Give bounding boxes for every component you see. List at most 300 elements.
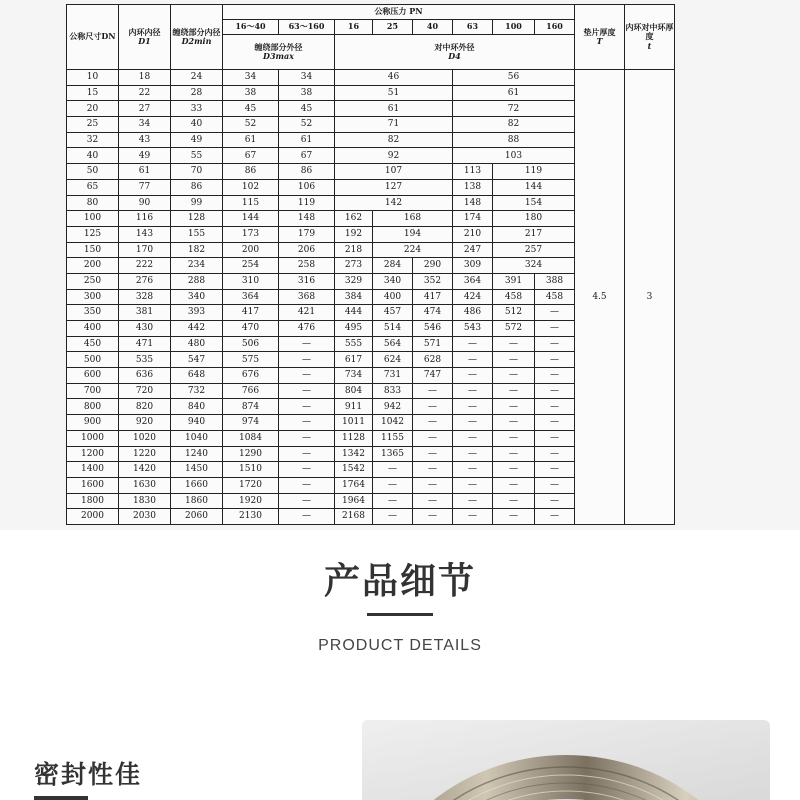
table-cell: 192 (335, 226, 373, 242)
table-cell: 384 (335, 289, 373, 305)
table-cell: 624 (373, 352, 413, 368)
table-cell: 71 (335, 117, 453, 133)
table-cell: 52 (223, 117, 279, 133)
table-cell: 65 (67, 179, 119, 195)
table-cell: 67 (223, 148, 279, 164)
table-cell: — (535, 383, 575, 399)
table-cell: 148 (279, 211, 335, 227)
table-cell: 575 (223, 352, 279, 368)
table-cell: 180 (493, 211, 575, 227)
table-cell: — (535, 493, 575, 509)
table-cell: 1011 (335, 415, 373, 431)
table-row (67, 70, 675, 86)
table-cell: 88 (453, 132, 575, 148)
table-cell: 115 (223, 195, 279, 211)
table-cell: 15 (67, 85, 119, 101)
section-subtitle: PRODUCT DETAILS (318, 637, 482, 654)
table-cell: 20 (67, 101, 119, 117)
table-cell: 116 (119, 211, 171, 227)
table-cell: 1860 (171, 493, 223, 509)
table-cell: 28 (171, 85, 223, 101)
gasket-photo (362, 720, 770, 800)
table-cell: 125 (67, 226, 119, 242)
table-cell: 107 (335, 164, 453, 180)
table-cell: 874 (223, 399, 279, 415)
table-cell: 833 (373, 383, 413, 399)
table-cell: 471 (119, 336, 171, 352)
table-cell: — (279, 352, 335, 368)
table-cell: 457 (373, 305, 413, 321)
feature-underline (34, 796, 88, 800)
thickness-t-cell: 3 (625, 70, 675, 525)
section-title: 产品细节 (323, 561, 476, 602)
table-cell: — (453, 399, 493, 415)
table-cell: — (493, 352, 535, 368)
table-cell: 2060 (171, 509, 223, 525)
table-cell: — (413, 430, 453, 446)
header-thickness-T: 垫片厚度 T (575, 5, 625, 70)
table-cell: — (279, 430, 335, 446)
table-cell: 100 (67, 211, 119, 227)
table-cell: — (493, 509, 535, 525)
table-cell: 1290 (223, 446, 279, 462)
table-cell: 1400 (67, 462, 119, 478)
table-cell: 40 (67, 148, 119, 164)
table-cell: 450 (67, 336, 119, 352)
table-cell: — (413, 477, 453, 493)
table-cell: 381 (119, 305, 171, 321)
table-cell: 300 (67, 289, 119, 305)
table-cell: 1720 (223, 477, 279, 493)
table-cell: 564 (373, 336, 413, 352)
table-cell: 393 (171, 305, 223, 321)
thickness-T-cell: 4.5 (575, 70, 625, 525)
table-cell: 155 (171, 226, 223, 242)
table-cell: 340 (373, 273, 413, 289)
table-cell: 224 (373, 242, 453, 258)
table-cell: — (493, 446, 535, 462)
table-cell: 234 (171, 258, 223, 274)
table-cell: 113 (453, 164, 493, 180)
table-cell: 45 (223, 101, 279, 117)
table-cell: 900 (67, 415, 119, 431)
table-cell: 470 (223, 321, 279, 337)
table-cell: 942 (373, 399, 413, 415)
table-cell: 90 (119, 195, 171, 211)
table-cell: 430 (119, 321, 171, 337)
table-cell: 194 (373, 226, 453, 242)
table-cell: — (453, 509, 493, 525)
table-cell: — (279, 493, 335, 509)
table-cell: 1000 (67, 430, 119, 446)
table-cell: 512 (493, 305, 535, 321)
table-cell: — (453, 446, 493, 462)
table-cell: 424 (453, 289, 493, 305)
table-cell: 766 (223, 383, 279, 399)
table-cell: 45 (279, 101, 335, 117)
table-cell: 1830 (119, 493, 171, 509)
table-cell: 150 (67, 242, 119, 258)
table-cell: 329 (335, 273, 373, 289)
table-cell: 43 (119, 132, 171, 148)
table-cell: 495 (335, 321, 373, 337)
header-d1: 内环内径 D1 (119, 5, 171, 70)
table-cell: 310 (223, 273, 279, 289)
table-cell: 92 (335, 148, 453, 164)
table-cell: 22 (119, 85, 171, 101)
table-cell: 250 (67, 273, 119, 289)
table-cell: 2030 (119, 509, 171, 525)
table-cell: 1600 (67, 477, 119, 493)
table-cell: — (373, 462, 413, 478)
table-cell: 222 (119, 258, 171, 274)
header-d4: 对中环外径 D4 (335, 35, 575, 70)
table-cell: 458 (493, 289, 535, 305)
table-cell: 33 (171, 101, 223, 117)
table-cell: 49 (119, 148, 171, 164)
table-cell: 2130 (223, 509, 279, 525)
header-pn: 16 (335, 20, 373, 35)
table-cell: — (453, 493, 493, 509)
table-cell: — (535, 321, 575, 337)
table-cell: 61 (335, 101, 453, 117)
table-cell: 173 (223, 226, 279, 242)
table-cell: — (535, 399, 575, 415)
table-cell: 1342 (335, 446, 373, 462)
table-cell: 1542 (335, 462, 373, 478)
header-pn: 160 (535, 20, 575, 35)
table-cell: 571 (413, 336, 453, 352)
header-dn: 公称尺寸DN (67, 5, 119, 70)
table-cell: — (493, 336, 535, 352)
table-cell: 676 (223, 368, 279, 384)
table-cell: — (493, 477, 535, 493)
table-cell: 182 (171, 242, 223, 258)
table-cell: 247 (453, 242, 493, 258)
table-cell: 328 (119, 289, 171, 305)
table-cell: 352 (413, 273, 453, 289)
table-cell: — (493, 415, 535, 431)
feature-title: 密封性佳 (34, 760, 143, 789)
table-cell: 99 (171, 195, 223, 211)
table-cell: 1365 (373, 446, 413, 462)
table-cell: 506 (223, 336, 279, 352)
table-cell: 391 (493, 273, 535, 289)
table-cell: 254 (223, 258, 279, 274)
table-cell: 144 (223, 211, 279, 227)
table-cell: 1920 (223, 493, 279, 509)
table-cell: 364 (453, 273, 493, 289)
table-cell: 911 (335, 399, 373, 415)
table-cell: 46 (335, 70, 453, 86)
table-cell: 1450 (171, 462, 223, 478)
table-cell: — (453, 477, 493, 493)
table-cell: 535 (119, 352, 171, 368)
table-cell: — (373, 509, 413, 525)
table-cell: 119 (279, 195, 335, 211)
title-underline (367, 613, 433, 616)
table-cell: 102 (223, 179, 279, 195)
table-cell: — (535, 509, 575, 525)
table-cell: — (535, 462, 575, 478)
table-cell: 364 (223, 289, 279, 305)
table-cell: 27 (119, 101, 171, 117)
table-cell: 168 (373, 211, 453, 227)
table-cell: 217 (493, 226, 575, 242)
table-cell: 34 (119, 117, 171, 133)
table-cell: 400 (373, 289, 413, 305)
table-cell: — (535, 430, 575, 446)
table-cell: 820 (119, 399, 171, 415)
table-cell: 34 (279, 70, 335, 86)
table-cell: — (493, 383, 535, 399)
table-cell: — (493, 399, 535, 415)
table-cell: 258 (279, 258, 335, 274)
header-pn: 25 (373, 20, 413, 35)
table-cell: 40 (171, 117, 223, 133)
table-cell: 458 (535, 289, 575, 305)
table-cell: 170 (119, 242, 171, 258)
table-cell: 49 (171, 132, 223, 148)
table-cell: — (279, 399, 335, 415)
table-cell: — (279, 415, 335, 431)
header-pn: 63～160 (279, 20, 335, 35)
table-cell: 82 (453, 117, 575, 133)
table-cell: — (453, 352, 493, 368)
header-pn-group: 公称压力 PN (223, 5, 575, 20)
table-cell: 257 (493, 242, 575, 258)
table-cell: — (453, 368, 493, 384)
table-cell: — (493, 462, 535, 478)
table-cell: 56 (453, 70, 575, 86)
header-pn: 40 (413, 20, 453, 35)
table-cell: 200 (223, 242, 279, 258)
table-cell: — (535, 305, 575, 321)
table-cell: 368 (279, 289, 335, 305)
table-cell: 1084 (223, 430, 279, 446)
table-cell: 70 (171, 164, 223, 180)
table-body (67, 70, 675, 525)
table-cell: 800 (67, 399, 119, 415)
table-cell: — (413, 415, 453, 431)
table-cell: 24 (171, 70, 223, 86)
table-cell: 128 (171, 211, 223, 227)
spiral-gasket-image (362, 720, 770, 800)
table-cell: 840 (171, 399, 223, 415)
table-cell: 82 (335, 132, 453, 148)
table-cell: 200 (67, 258, 119, 274)
table-cell: — (373, 493, 413, 509)
table-cell: 1020 (119, 430, 171, 446)
table-cell: 1128 (335, 430, 373, 446)
table-cell: — (453, 383, 493, 399)
table-cell: 731 (373, 368, 413, 384)
table-cell: 324 (493, 258, 575, 274)
table-cell: — (413, 462, 453, 478)
table-cell: 1200 (67, 446, 119, 462)
table-cell: — (453, 336, 493, 352)
table-cell: 174 (453, 211, 493, 227)
header-d2: 缠绕部分内径 D2min (171, 5, 223, 70)
table-cell: 480 (171, 336, 223, 352)
table-cell: 86 (171, 179, 223, 195)
table-cell: 142 (335, 195, 453, 211)
table-cell: 10 (67, 70, 119, 86)
table-cell: — (535, 368, 575, 384)
table-cell: 206 (279, 242, 335, 258)
table-cell: 340 (171, 289, 223, 305)
table-cell: 417 (223, 305, 279, 321)
table-cell: 444 (335, 305, 373, 321)
table-cell: 1220 (119, 446, 171, 462)
table-cell: 546 (413, 321, 453, 337)
table-cell: 143 (119, 226, 171, 242)
table-cell: 421 (279, 305, 335, 321)
table-cell: — (373, 477, 413, 493)
table-cell: 309 (453, 258, 493, 274)
table-cell: 55 (171, 148, 223, 164)
table-cell: — (279, 336, 335, 352)
table-cell: 732 (171, 383, 223, 399)
table-cell: 1040 (171, 430, 223, 446)
header-pn: 63 (453, 20, 493, 35)
table-cell: 417 (413, 289, 453, 305)
table-cell: 400 (67, 321, 119, 337)
table-cell: 284 (373, 258, 413, 274)
table-cell: 103 (453, 148, 575, 164)
table-cell: 179 (279, 226, 335, 242)
table-cell: — (413, 493, 453, 509)
table-cell: 127 (335, 179, 453, 195)
table-cell: — (535, 446, 575, 462)
table-cell: 276 (119, 273, 171, 289)
table-cell: — (279, 477, 335, 493)
table-cell: 144 (493, 179, 575, 195)
table-cell: — (535, 336, 575, 352)
table-cell: 80 (67, 195, 119, 211)
table-cell: 34 (223, 70, 279, 86)
table-cell: 547 (171, 352, 223, 368)
table-cell: 138 (453, 179, 493, 195)
table-cell: 474 (413, 305, 453, 321)
table-cell: 804 (335, 383, 373, 399)
table-cell: 1510 (223, 462, 279, 478)
table-cell: 700 (67, 383, 119, 399)
table-cell: 218 (335, 242, 373, 258)
table-cell: — (535, 477, 575, 493)
table-cell: 600 (67, 368, 119, 384)
table-cell: 25 (67, 117, 119, 133)
table-cell: — (453, 430, 493, 446)
table-cell: 1660 (171, 477, 223, 493)
table-cell: 500 (67, 352, 119, 368)
table-cell: 628 (413, 352, 453, 368)
table-cell: 86 (279, 164, 335, 180)
table-cell: 648 (171, 368, 223, 384)
table-cell: — (535, 415, 575, 431)
table-cell: 636 (119, 368, 171, 384)
table-cell: 86 (223, 164, 279, 180)
table-cell: 38 (223, 85, 279, 101)
table-cell: — (493, 368, 535, 384)
table-cell: — (413, 446, 453, 462)
table-cell: 72 (453, 101, 575, 117)
table-cell: 555 (335, 336, 373, 352)
table-cell: 61 (453, 85, 575, 101)
table-cell: — (279, 446, 335, 462)
table-cell: 290 (413, 258, 453, 274)
table-cell: 1155 (373, 430, 413, 446)
table-cell: 974 (223, 415, 279, 431)
table-cell: — (413, 383, 453, 399)
table-cell: 1240 (171, 446, 223, 462)
header-d3: 缠绕部分外径 D3max (223, 35, 335, 70)
table-cell: 316 (279, 273, 335, 289)
table-cell: 148 (453, 195, 493, 211)
table-cell: 617 (335, 352, 373, 368)
table-cell: — (279, 462, 335, 478)
header-pn: 100 (493, 20, 535, 35)
table-cell: 1764 (335, 477, 373, 493)
table-cell: — (453, 415, 493, 431)
table-cell: 288 (171, 273, 223, 289)
table-cell: 476 (279, 321, 335, 337)
table-cell: 210 (453, 226, 493, 242)
table-cell: — (279, 383, 335, 399)
gasket-dimension-table (66, 4, 675, 525)
table-cell: — (453, 462, 493, 478)
table-cell: 50 (67, 164, 119, 180)
table-cell: — (279, 509, 335, 525)
table-cell: — (493, 430, 535, 446)
table-cell: 543 (453, 321, 493, 337)
table-cell: 1964 (335, 493, 373, 509)
table-cell: 61 (223, 132, 279, 148)
table-cell: 388 (535, 273, 575, 289)
table-cell: — (279, 368, 335, 384)
table-cell: 486 (453, 305, 493, 321)
table-cell: 67 (279, 148, 335, 164)
table-cell: 747 (413, 368, 453, 384)
table-cell: 572 (493, 321, 535, 337)
table-cell: — (535, 352, 575, 368)
table-cell: 61 (119, 164, 171, 180)
table-cell: 162 (335, 211, 373, 227)
table-cell: — (413, 399, 453, 415)
table-cell: 920 (119, 415, 171, 431)
table-cell: 1420 (119, 462, 171, 478)
table-cell: 38 (279, 85, 335, 101)
table-cell: 51 (335, 85, 453, 101)
table-cell: 1042 (373, 415, 413, 431)
table-cell: 514 (373, 321, 413, 337)
table-cell: 442 (171, 321, 223, 337)
table-cell: 154 (493, 195, 575, 211)
table-cell: 720 (119, 383, 171, 399)
table-cell: 1630 (119, 477, 171, 493)
table-cell: 734 (335, 368, 373, 384)
table-cell: 61 (279, 132, 335, 148)
table-cell: 52 (279, 117, 335, 133)
table-cell: 106 (279, 179, 335, 195)
header-pn: 16～40 (223, 20, 279, 35)
table-cell: 18 (119, 70, 171, 86)
table-cell: — (413, 509, 453, 525)
table-cell: 273 (335, 258, 373, 274)
table-cell: 350 (67, 305, 119, 321)
table-cell: 77 (119, 179, 171, 195)
table-cell: 32 (67, 132, 119, 148)
